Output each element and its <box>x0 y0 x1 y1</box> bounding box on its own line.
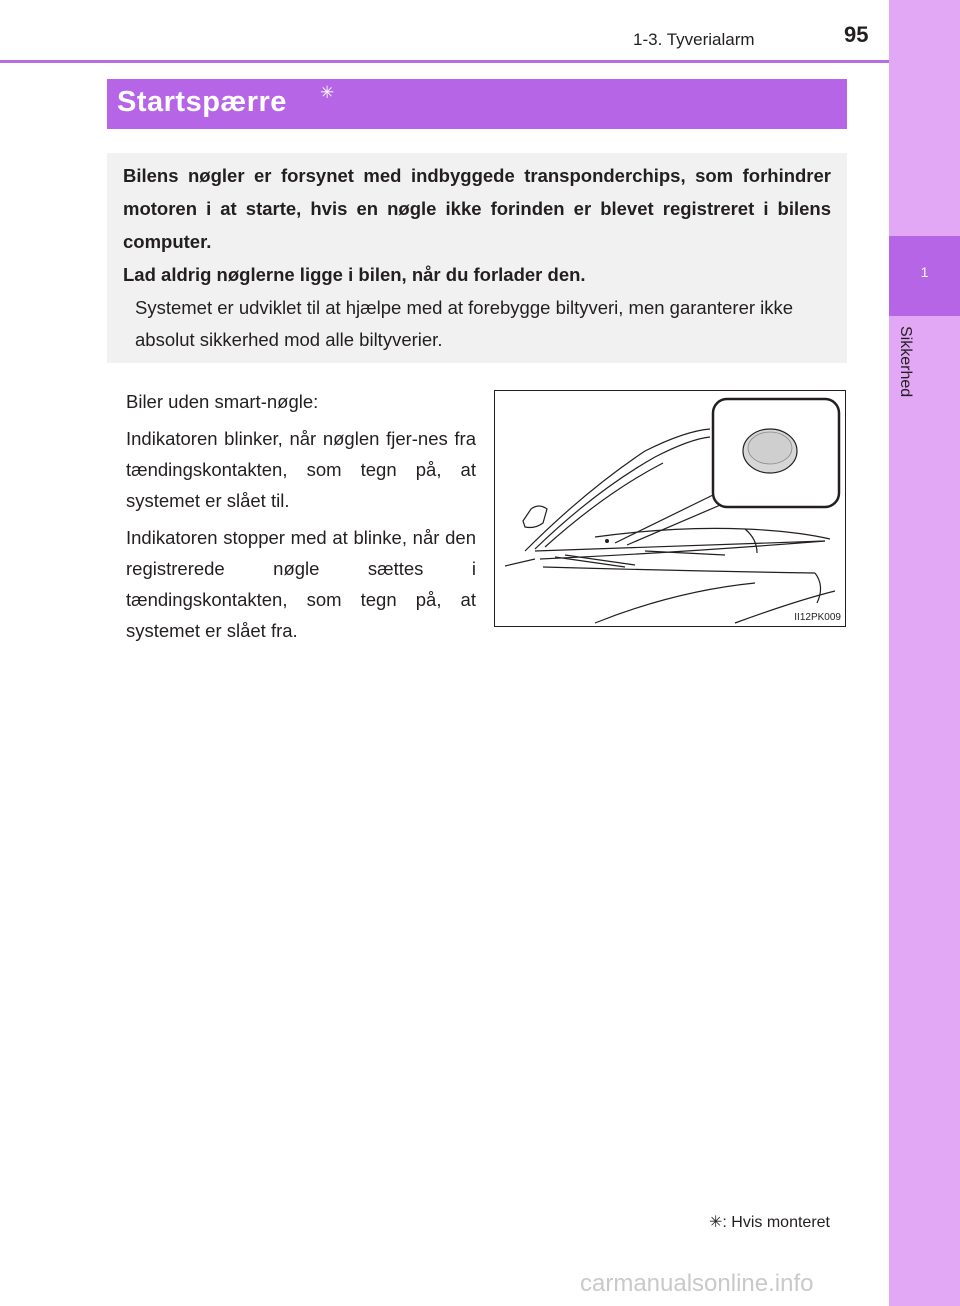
chapter-sidebar <box>889 0 960 1306</box>
body-heading: Biler uden smart-nøgle: <box>126 391 319 412</box>
intro-box <box>107 153 847 363</box>
indicator-illustration <box>494 390 846 627</box>
car-dashboard-drawing <box>495 391 844 625</box>
watermark: carmanualsonline.info <box>580 1270 814 1297</box>
footnote-marker-icon: ✳ <box>709 1214 723 1231</box>
body-paragraph-2: Indikatoren stopper med at blinke, når den registrerede nøgle sættes i tændingskontakten, som tegn på, at systemet er slået fra. <box>126 527 476 641</box>
chapter-label: Sikkerhed <box>897 326 914 398</box>
body-paragraph-1: Indikatoren blinker, når nøglen fjer-nes fra tændingskontakten, som tegn på, at systemet er slået til. <box>126 428 476 511</box>
footnote <box>709 1212 830 1232</box>
chapter-number: 1 <box>920 264 929 280</box>
body-text <box>126 386 476 652</box>
page-number: 95 <box>844 22 869 47</box>
optional-marker-icon: ✳ <box>320 83 335 102</box>
intro-warning: Lad aldrig nøglerne ligge i bilen, når du forlader den. <box>123 264 586 285</box>
chapter-tab <box>889 236 960 316</box>
footnote-text: : Hvis monteret <box>722 1214 830 1231</box>
section-title-bar <box>107 79 847 129</box>
intro-note: Systemet er udviklet til at hjælpe med at forebygge biltyveri, men garanterer ikke absolut sikkerhed mod alle biltyverier. <box>135 297 794 350</box>
intro-paragraph: Bilens nøgler er forsynet med indbyggede transponderchips, som forhindrer motoren i at starte, hvis en nøgle ikke forinden er blevet registreret i bilens computer. <box>123 165 831 252</box>
header-section-title: 1-3. Tyverialarm <box>633 30 755 49</box>
figure-code: II12PK009 <box>794 612 841 623</box>
header-divider <box>0 60 889 63</box>
section-title: Startspærre <box>117 86 287 118</box>
